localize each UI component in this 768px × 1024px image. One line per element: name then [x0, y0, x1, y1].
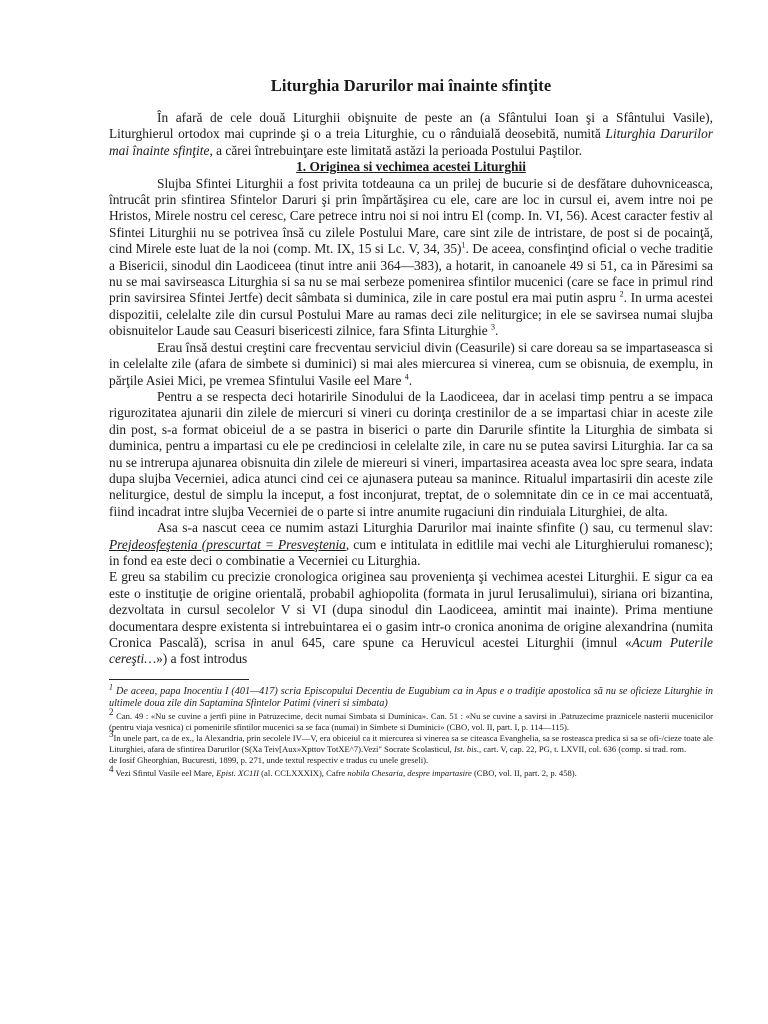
footnote-4-text-c: (al. CCLXXXIX), Cafre: [259, 768, 348, 779]
intro-text-a: În afară de cele două Liturghii obişnuite de peste an (a Sfântului Ioan şi a Sfântului Vasile), Liturghierul ortodox mai cuprinde şi o a treia Liturghie, cu o rânduială deosebită, numită: [109, 110, 713, 142]
document-title: Liturghia Darurilor mai înainte sfinţite: [270, 76, 552, 95]
section-heading: 1. Originea si vechimea acestei Liturghii: [296, 159, 526, 175]
p1-text-c: . In urma acestei dispozitii, celelalte zile din cursul Postului Mare au ramas deci zile neliturgice; in ele se savirsea numai slujba obisnuitelor Laude sau Ceasuri bisericesti zilnice, fara Sfinta Liturghie: [109, 290, 713, 339]
p1-text-d: .: [495, 323, 499, 339]
footnote-4: [109, 764, 713, 779]
p4-slavonic-term: Prejdeosfeştenia (prescurtat = Presveştenia: [109, 536, 346, 552]
footnote-2-number: 2: [109, 707, 114, 718]
footnote-3-text-b: Ist. bis.,: [453, 744, 482, 755]
intro-text-title: Liturghia Darurilor mai înainte sfinţite: [109, 126, 713, 158]
footnote-1-number: 1: [109, 682, 113, 692]
footnote-4-text-a: Vezi Sfintul Vasile eel Mare,: [115, 768, 217, 779]
footnote-4-number: 4: [109, 764, 114, 775]
document-page: [109, 76, 713, 779]
p2-text-a: Erau însă destui creştini care frecventau serviciul divin (Ceasurile) si care doreau sa se impartaseasca si in celelalte zile (afara de simbete si duminici) si mai ales miercurea si vinerea, cum se obisnuia, de exemplu, in părţile Asiei Mici, pe vremea Sfintului Vasile eel Mare: [109, 339, 713, 388]
p1-text-b: . De aceea, consfinţind oficial o veche traditie a Bisericii, sinodul din Laodiceea (tinut intre anii 364—383), a hotarit, in canoanele 49 si 51, ca in Păresimi sa nu se mai savirseasca Liturghia si sa nu se mai serbeze pomenirea sfintilor mucenici (care se face in primul rind prin savirsirea Sfintei Jertfe) decit sâmbata si duminica, zile in care postul era mai putin aspru: [109, 241, 713, 306]
paragraph-5: [109, 569, 713, 667]
paragraph-2: [109, 340, 713, 389]
footnote-1-text: De aceea, papa Inocentiu I (401—417) scria Episcopului Decentiu de Eugubium ca in Apus e o tradiţie apostolica să nu se oficieze Liturghie in ultimele doua zile din Saptamina Sfintelor Patimi (vineri si simbata): [109, 685, 713, 710]
footnote-ref-4[interactable]: 4: [404, 372, 409, 382]
footnote-3-text-d: de Iosif Gheorghian, Bucuresti, 1899, p. 271, unde textul respectiv e tradus cu unele greseli).: [109, 755, 429, 766]
paragraph-3: Pentru a se respecta deci hotaririle Sinodului de la Laodiceea, dar in acelasi timp pentru a se impaca rigurozitatea ajunarii din zilele de miercuri si vineri cu dorinţa crestinilor de a se impartasi chiar in aceste zile din post, s-a format obiceiul de a se pastra in biserici o parte din Darurile sfintite la Liturghia de simbata si duminica, pentru a impartasi cu ele pe credinciosi in celelalte zile, in care nu se putea savirsi Liturghia. Iar ca sa nu se intrerupa ajunarea obisnuita din zilele de miereuri si vineri, impartasirea aceasta avea loc spre seara, indata dupa slujba Vecerniei, adica atunci cind cei ce ajunasera puteau sa manince. Ritualul impartasirii din aceste zile neliturgice, destul de simplu la inceput, a fost inconjurat, treptat, de o solemnitate din ce in ce mai accentuată, fiind incadrat intre slujba Vecerniei de o parte si intre anumite rugaciuni din rinduiala Liturghiei, de alta.: [109, 388, 713, 519]
footnote-3-text-a: In unele part, ca de ex., la Alexandria, prin secolele IV—V, era obiceiul ca it miercurea si vinerea sa se citeasca Evanghelia, sa se rosteasca predica si sa se ofi-/cieze toate ale Liturghiei, afara de sfintirea Darurilor (S(Xa Teiv[Aux»Xpttov TotXE^7).Vezi" Socrate Scolasticul,: [109, 733, 713, 755]
footnote-divider: [109, 679, 249, 680]
footnote-ref-2[interactable]: 2: [619, 290, 624, 299]
footnote-ref-3[interactable]: 3: [491, 322, 496, 332]
paragraph-4: [109, 520, 713, 569]
intro-text-c: , a cărei întrebuinţare este limitată astăzi la perioada Postului Paştilor.: [209, 142, 583, 158]
p2-text-b: .: [408, 372, 413, 388]
footnote-4-text-e: (CBO, vol. II, part. 2, p. 458).: [471, 768, 577, 779]
footnote-3-number: 3: [109, 729, 114, 740]
footnote-3: [109, 729, 713, 766]
p4-text-a: Asa s-a nascut ceea ce numim astazi Liturghia Darurilor mai inainte sfinfite () sau, cu termenul slav:: [157, 520, 713, 536]
p4-text-c: , cum e intitulata in editlile mai vechi ale Liturghierului romanesc); in fond ea este deci o combinatie a Vecerniei cu Liturghia.: [109, 536, 713, 568]
footnote-2: [109, 707, 713, 733]
footnote-3-text-c: cart. V, cap. 22, PG, t. LXVII, col. 636 (comp. si trad. rom.: [481, 744, 687, 755]
footnote-1: [109, 682, 713, 710]
footnote-2-text: Can. 49 : «Nu se cuvine a jertfi piine in Patruzecime, decit numai Simbata si Duminica». Can. 51 : «Nu se cuvine a savirsi in .Patruzecime praznicele nasterii mucenicilor (pentru viaja vesnica) ci pomenirile sfintilor mucenici sa se faca (numai) in Simbete si Duminici» (CBO, vol. II, part. I, p. 114—115).: [109, 711, 713, 733]
intro-paragraph: [109, 110, 713, 159]
p1-text-a: Slujba Sfintei Liturghii a fost privita totdeauna ca un prilej de bucurie si de desfătare duhovniceasca, întrucât prin sfintirea Sfintelor Daruri şi prin împărtăşirea cu ele, care are loc in cursul ei, avem intre noi pe Hristos, Mirele nostru cel ceresc, Care petrece intru noi si noi intru El (comp. In. VI, 56). Acest caracter festiv al Sfintei Liturghii nu se potrivea însă cu zilele Postului Mare, care sint zile de intristare, de post si de pocainţă, cind Mirele este luat de la noi (comp. Mt. IX, 15 si Lc. V, 34, 35): [109, 175, 713, 257]
p5-text-a: E greu sa stabilim cu precizie cronologica originea sau provenienţa şi vechimea acestei Liturghii. E sigur ca ea este o instituţie de origine orientală, probabil aghiopolita (formata in jurul Ierusalimului), siriana ori bizantina, dezvoltata in cursul secolelor V si VI (dupa sinodul din Laodiceea, amintit mai inainte). Prima mentiune documentara despre existenta si intrebuintarea ei o gasim intr-o cronica anonima de origine alexandrina (numita Cronica Pascală), scrisa in anul 645, care spune ca Heruvicul acestei Liturghii (imnul «: [109, 569, 713, 650]
p5-hymn-title: Acum Puterile cereşti…: [109, 635, 713, 667]
footnote-4-text-b: Epist. XC1II: [216, 768, 260, 779]
p5-text-c: ») a fost introdus: [156, 651, 248, 667]
footnote-4-text-d: nobila Chesaria, despre impartasire: [347, 768, 472, 779]
footnote-ref-1[interactable]: 1: [461, 240, 466, 250]
paragraph-1: [109, 176, 713, 340]
